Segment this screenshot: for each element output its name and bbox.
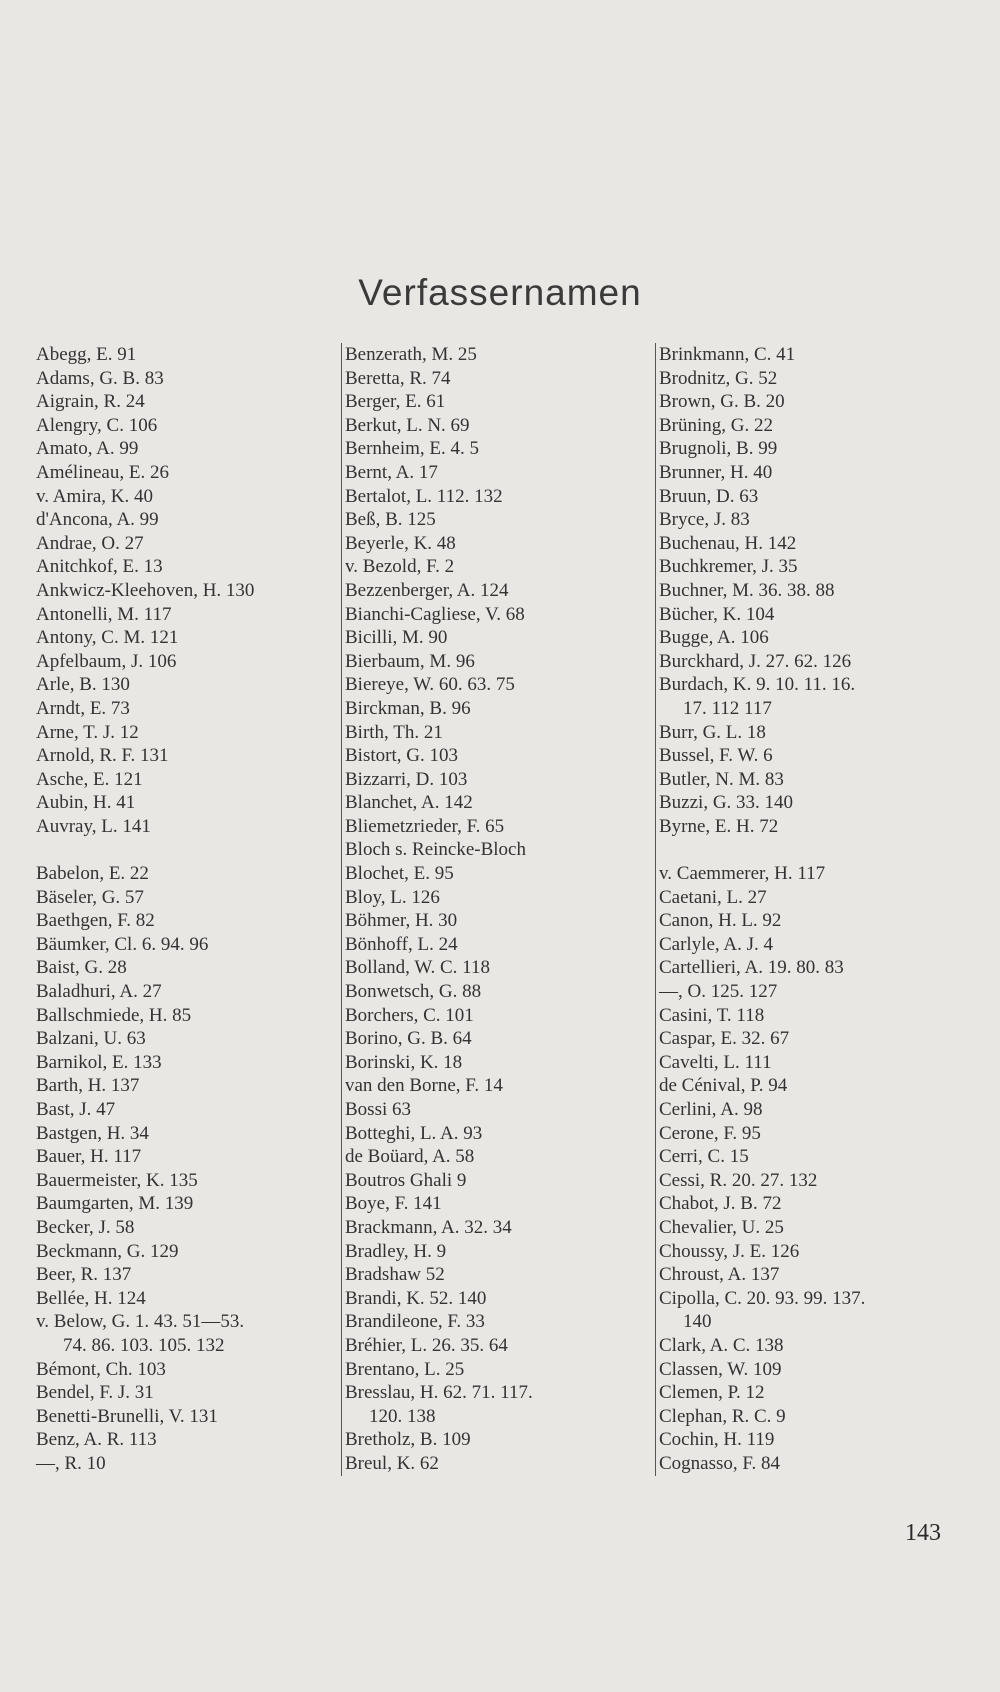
index-entry: Cartellieri, A. 19. 80. 83 <box>659 957 844 979</box>
index-entry: Ballschmiede, H. 85 <box>36 1004 192 1026</box>
index-entry: Auvray, L. 141 <box>36 815 151 837</box>
index-entry: Chabot, J. B. 72 <box>659 1193 782 1215</box>
index-entry: Aubin, H. 41 <box>36 792 136 814</box>
index-entry: Anitchkof, E. 13 <box>36 556 163 578</box>
index-entry: Bäumker, Cl. 6. 94. 96 <box>36 933 209 955</box>
index-entry: Bicilli, M. 90 <box>345 627 448 649</box>
index-entry: Bugge, A. 106 <box>659 627 769 649</box>
index-column-1 <box>36 343 328 1476</box>
index-entry: —, R. 10 <box>36 1452 106 1474</box>
index-entry: Beß, B. 125 <box>345 509 436 531</box>
index-entry: Bianchi-Cagliese, V. 68 <box>345 603 525 625</box>
index-entry: Balzani, U. 63 <box>36 1028 146 1050</box>
index-entry: Bossi 63 <box>345 1099 411 1120</box>
index-entry: Ankwicz-Kleehoven, H. 130 <box>36 579 255 601</box>
index-entry: Beckmann, G. 129 <box>36 1240 179 1262</box>
index-entry: Borino, G. B. 64 <box>345 1028 472 1050</box>
index-entry: Caetani, L. 27 <box>659 886 767 908</box>
index-entry: Beyerle, K. 48 <box>345 532 456 554</box>
index-entry: Bussel, F. W. 6 <box>659 745 773 767</box>
index-entry: Baethgen, F. 82 <box>36 910 155 932</box>
index-entry-continuation: 74. 86. 103. 105. 132 <box>63 1334 225 1356</box>
index-entry-continuation: 120. 138 <box>369 1405 436 1427</box>
index-entry: Choussy, J. E. 126 <box>659 1240 800 1262</box>
index-entry: v. Caemmerer, H. 117 <box>659 863 826 885</box>
index-entry: Buzzi, G. 33. 140 <box>659 792 794 814</box>
index-entry: Borinski, K. 18 <box>345 1051 463 1073</box>
index-entry: Barth, H. 137 <box>36 1075 140 1097</box>
index-entry: Burr, G. L. 18 <box>659 721 766 743</box>
index-entry: Benz, A. R. 113 <box>36 1429 157 1451</box>
index-entry: Bierbaum, M. 96 <box>345 650 475 672</box>
index-entry: Arne, T. J. 12 <box>36 721 139 743</box>
index-entry: Caspar, E. 32. 67 <box>659 1028 790 1050</box>
index-entry: Breul, K. 62 <box>345 1452 439 1474</box>
index-entry: Baladhuri, A. 27 <box>36 981 162 1003</box>
index-entry: Berger, E. 61 <box>345 391 446 413</box>
index-entry: Boutros Ghali 9 <box>345 1169 467 1191</box>
index-entry: Bradley, H. 9 <box>345 1240 447 1262</box>
index-entry: Bonwetsch, G. 88 <box>345 981 482 1003</box>
index-entry: Buchner, M. 36. 38. 88 <box>659 579 835 601</box>
index-entry: Bücher, K. 104 <box>659 603 775 625</box>
index-entry: Clemen, P. 12 <box>659 1382 765 1404</box>
index-entry: Byrne, E. H. 72 <box>659 815 779 837</box>
index-entry: Bréhier, L. 26. 35. 64 <box>345 1334 508 1356</box>
index-entry: Classen, W. 109 <box>659 1358 782 1380</box>
section-gap <box>656 838 956 862</box>
index-entry: v. Below, G. 1. 43. 51—53. <box>36 1311 245 1333</box>
index-entry: Baist, G. 28 <box>36 957 127 979</box>
index-entry: Cognasso, F. 84 <box>659 1452 780 1474</box>
index-entry: Buchenau, H. 142 <box>659 532 797 554</box>
index-entry: Canon, H. L. 92 <box>659 910 782 932</box>
index-entry: Barnikol, E. 133 <box>36 1051 162 1073</box>
index-entry: Alengry, C. 106 <box>36 414 158 436</box>
index-entry: v. Amira, K. 40 <box>36 485 153 507</box>
index-entry: Bezzenberger, A. 124 <box>345 579 509 601</box>
index-entry: Apfelbaum, J. 106 <box>36 650 177 672</box>
index-entry: de Cénival, P. 94 <box>659 1075 788 1097</box>
index-entry: Bäseler, G. 57 <box>36 886 144 908</box>
index-entry: Biereye, W. 60. 63. 75 <box>345 674 515 696</box>
index-entry: Birth, Th. 21 <box>345 721 443 743</box>
section-gap <box>36 838 328 862</box>
index-entry: Benetti-Brunelli, V. 131 <box>36 1405 218 1427</box>
page-number: 143 <box>905 1520 941 1546</box>
index-entry: Cipolla, C. 20. 93. 99. 137. <box>659 1287 866 1309</box>
index-entry: Burckhard, J. 27. 62. 126 <box>659 650 852 672</box>
index-entry: Birckman, B. 96 <box>345 697 471 719</box>
index-entry: Abegg, E. 91 <box>36 344 137 365</box>
index-entry: Bolland, W. C. 118 <box>345 957 490 979</box>
index-entry: Casini, T. 118 <box>659 1004 765 1026</box>
index-entry: Brandi, K. 52. 140 <box>345 1287 487 1309</box>
index-entry: Arnold, R. F. 131 <box>36 745 169 767</box>
index-entry: Amato, A. 99 <box>36 438 139 460</box>
index-entry: Bast, J. 47 <box>36 1099 116 1120</box>
index-entry: Cochin, H. 119 <box>659 1429 775 1451</box>
index-entry: Arndt, E. 73 <box>36 697 130 719</box>
index-entry: Buchkremer, J. 35 <box>659 556 798 578</box>
index-entry: Brackmann, A. 32. 34 <box>345 1216 512 1238</box>
index-entry: Clark, A. C. 138 <box>659 1334 784 1356</box>
index-entry: Borchers, C. 101 <box>345 1004 474 1026</box>
index-entry: d'Ancona, A. 99 <box>36 509 159 531</box>
index-entry: Blanchet, A. 142 <box>345 792 473 814</box>
index-entry: —, O. 125. 127 <box>659 981 778 1003</box>
index-entry: Arle, B. 130 <box>36 674 130 696</box>
index-entry: Brugnoli, B. 99 <box>659 438 778 460</box>
index-entry: Antony, C. M. 121 <box>36 627 179 649</box>
index-entry: Bendel, F. J. 31 <box>36 1382 154 1404</box>
index-entry: de Boüard, A. 58 <box>345 1146 475 1168</box>
index-entry: Brentano, L. 25 <box>345 1358 465 1380</box>
page-title: Verfassernamen <box>358 272 642 313</box>
index-entry: Bémont, Ch. 103 <box>36 1358 166 1380</box>
index-entry: Brown, G. B. 20 <box>659 391 785 413</box>
index-entry: Brodnitz, G. 52 <box>659 367 778 389</box>
index-entry: Asche, E. 121 <box>36 768 143 790</box>
index-entry-continuation: 17. 112 117 <box>683 697 772 719</box>
index-entry: Chevalier, U. 25 <box>659 1216 784 1238</box>
index-entry: Bönhoff, L. 24 <box>345 933 458 955</box>
index-entry: Beer, R. 137 <box>36 1264 132 1286</box>
index-entry: Bauermeister, K. 135 <box>36 1169 198 1191</box>
index-entry: van den Borne, F. 14 <box>345 1075 503 1097</box>
index-entry: Carlyle, A. J. 4 <box>659 933 773 955</box>
index-entry: Beretta, R. 74 <box>345 367 451 389</box>
index-entry: Bretholz, B. 109 <box>345 1429 471 1451</box>
index-entry: Amélineau, E. 26 <box>36 461 169 483</box>
index-entry: Bloy, L. 126 <box>345 886 440 908</box>
index-entry: Cerone, F. 95 <box>659 1122 761 1144</box>
index-entry: Bliemetzrieder, F. 65 <box>345 815 505 837</box>
index-entry: Butler, N. M. 83 <box>659 768 784 790</box>
index-entry: Brinkmann, C. 41 <box>659 344 796 365</box>
index-entry: Bertalot, L. 112. 132 <box>345 485 503 507</box>
index-entry: Cessi, R. 20. 27. 132 <box>659 1169 818 1191</box>
index-entry: Bloch s. Reincke-Bloch <box>345 839 526 861</box>
index-entry: Baumgarten, M. 139 <box>36 1193 194 1215</box>
index-column-2 <box>341 343 642 1476</box>
index-entry: Berkut, L. N. 69 <box>345 414 470 436</box>
index-entry: Boye, F. 141 <box>345 1193 442 1215</box>
index-entry: Bizzarri, D. 103 <box>345 768 468 790</box>
index-entry-continuation: 140 <box>683 1311 712 1333</box>
index-entry: Böhmer, H. 30 <box>345 910 458 932</box>
index-entry: Clephan, R. C. 9 <box>659 1405 786 1427</box>
index-entry: Bradshaw 52 <box>345 1264 445 1286</box>
index-entry: Burdach, K. 9. 10. 11. 16. <box>659 674 856 696</box>
index-entry: Brunner, H. 40 <box>659 461 773 483</box>
index-entry: Becker, J. 58 <box>36 1216 135 1238</box>
index-entry: Bastgen, H. 34 <box>36 1122 149 1144</box>
index-entry: Antonelli, M. 117 <box>36 603 172 625</box>
index-entry: Cerlini, A. 98 <box>659 1099 763 1120</box>
index-entry: Bernt, A. 17 <box>345 461 438 483</box>
index-entry: Bistort, G. 103 <box>345 745 458 767</box>
index-entry: Benzerath, M. 25 <box>345 344 477 365</box>
index-entry: Bauer, H. 117 <box>36 1146 142 1168</box>
index-entry: Andrae, O. 27 <box>36 532 144 554</box>
index-entry: Bryce, J. 83 <box>659 509 750 531</box>
index-column-3 <box>655 343 956 1476</box>
index-entry: Brüning, G. 22 <box>659 414 773 436</box>
index-entry: Cavelti, L. 111 <box>659 1051 772 1073</box>
index-entry: Bresslau, H. 62. 71. 117. <box>345 1382 533 1404</box>
index-entry: Adams, G. B. 83 <box>36 367 164 389</box>
index-entry: Bellée, H. 124 <box>36 1287 146 1309</box>
index-entry: Chroust, A. 137 <box>659 1264 780 1286</box>
index-entry: Aigrain, R. 24 <box>36 391 145 413</box>
index-entry: Blochet, E. 95 <box>345 863 454 885</box>
index-entry: v. Bezold, F. 2 <box>345 556 455 578</box>
index-entry: Brandileone, F. 33 <box>345 1311 485 1333</box>
index-entry: Botteghi, L. A. 93 <box>345 1122 483 1144</box>
index-entry: Babelon, E. 22 <box>36 863 149 885</box>
index-entry: Cerri, C. 15 <box>659 1146 749 1168</box>
index-entry: Bernheim, E. 4. 5 <box>345 438 480 460</box>
index-entry: Bruun, D. 63 <box>659 485 759 507</box>
